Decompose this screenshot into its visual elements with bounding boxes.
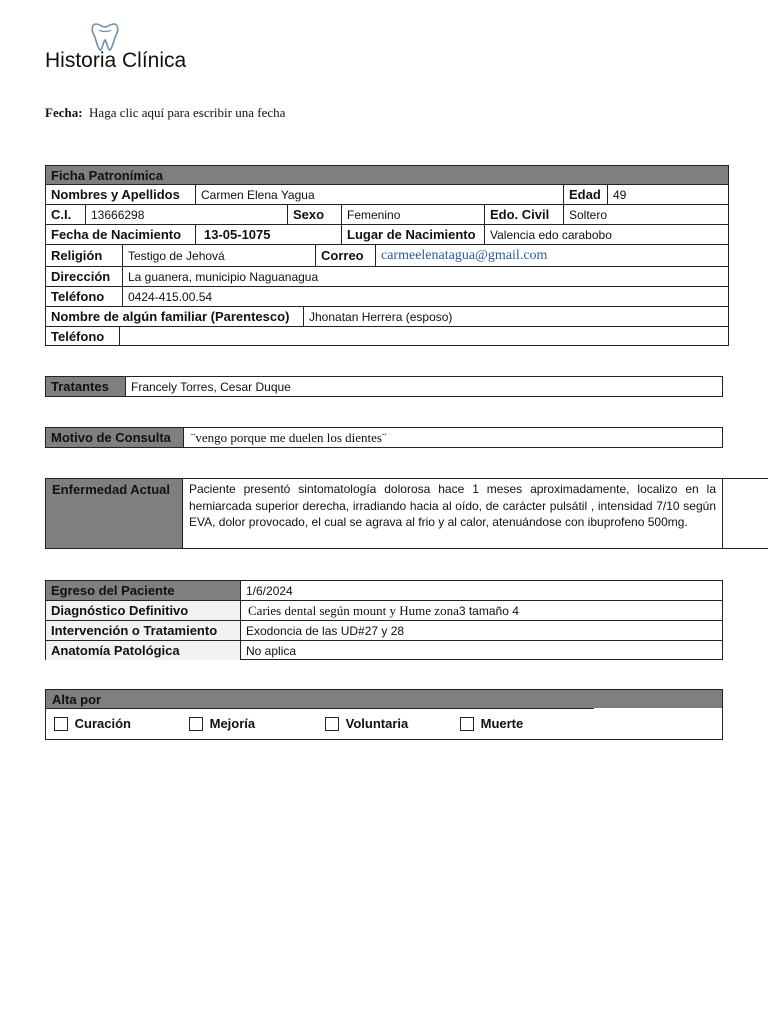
tratantes-label: Tratantes [46,377,126,396]
motivo-table [45,427,723,448]
telefono-field[interactable]: 0424-415.00.54 [128,289,213,304]
intervencion-label: Intervención o Tratamiento [46,621,241,640]
familiar-field[interactable]: Jhonatan Herrera (esposo) [309,309,453,324]
nombres-field[interactable]: Carmen Elena Yagua [196,185,564,204]
muerte-label: Muerte [480,716,524,732]
muerte-checkbox[interactable] [460,717,474,731]
familiar-label: Nombre de algún familiar (Parentesco) [46,307,304,326]
alta-option-mejoria[interactable] [189,715,255,731]
alta-option-muerte[interactable] [460,715,523,731]
diagnostico-label: Diagnóstico Definitivo [46,601,241,620]
fecha-field[interactable]: Haga clic aquí para escribir una fecha [89,105,286,120]
diagnostico-field[interactable] [241,601,722,620]
alta-table [45,689,723,740]
egreso-field[interactable]: 1/6/2024 [246,583,293,598]
sexo-label: Sexo [288,205,342,224]
edad-field[interactable]: 49 [613,187,627,202]
correo-field[interactable]: carmeelenatagua@gmail.com [381,247,548,263]
enfermedad-field[interactable]: Paciente presentó sintomatología dolorosa hace 1 meses aproximadamente, localizo en la hemiarcada superior derecha, irradiando hacia al oído, de carácter pulsátil , intensidad 7/10 según EVA, dolor provocado, el cual se agrava al frio y al calor, atenuándose con ibuprofeno 500mg. [183,479,723,548]
nacimiento-label: Fecha de Nacimiento [46,225,196,244]
page-title: Historia Clínica [45,49,187,72]
motivo-field[interactable]: ¨vengo porque me duelen los dientes¨ [191,429,387,445]
curacion-label: Curación [74,716,131,732]
egreso-label: Egreso del Paciente [46,581,241,600]
alta-option-curacion[interactable] [54,715,131,731]
alta-title: Alta por [46,690,722,709]
direccion-label: Dirección [46,267,123,286]
curacion-checkbox[interactable] [54,717,68,731]
egreso-table [45,580,723,660]
diagnostico-text-b: 3 tamaño 4 [458,603,519,618]
alta-option-voluntaria[interactable] [325,715,408,731]
fecha-row [45,105,285,121]
civil-label: Edo. Civil [485,205,564,224]
civil-field[interactable]: Soltero [569,207,608,222]
enfermedad-label: Enfermedad Actual [46,479,183,548]
telefono-label: Teléfono [46,287,123,306]
ficha-patronimica-table [45,165,729,346]
anatomia-label: Anatomía Patológica [46,641,241,660]
fecha-label: Fecha: [45,105,83,120]
mejoria-checkbox[interactable] [189,717,203,731]
sexo-field[interactable]: Femenino [342,205,485,224]
ci-field[interactable]: 13666298 [86,205,288,224]
lugar-label: Lugar de Nacimiento [342,225,485,244]
religion-field[interactable]: Testigo de Jehová [123,245,316,266]
mejoria-label: Mejoría [209,716,256,732]
lugar-field[interactable]: Valencia edo carabobo [490,227,612,242]
anatomia-field[interactable]: No aplica [246,643,297,658]
nacimiento-field[interactable]: 13-05-1075 [196,225,342,244]
nombres-label: Nombres y Apellidos [46,185,196,204]
voluntaria-label: Voluntaria [345,716,409,732]
direccion-field[interactable]: La guanera, municipio Naguanagua [128,269,319,284]
diagnostico-text-a: Caries dental según mount y Hume zona [248,602,459,618]
voluntaria-checkbox[interactable] [325,717,339,731]
ficha-title: Ficha Patronímica [51,167,163,183]
telefono2-field[interactable] [120,327,728,346]
telefono2-label: Teléfono [46,327,120,346]
ci-label: C.I. [46,205,86,224]
edad-label: Edad [564,185,608,204]
enfermedad-table [45,478,768,549]
motivo-label: Motivo de Consulta [46,428,184,447]
intervencion-field[interactable]: Exodoncia de las UD#27 y 28 [246,623,405,638]
tratantes-field[interactable]: Francely Torres, Cesar Duque [131,379,291,394]
correo-label: Correo [316,245,376,266]
tratantes-table [45,376,723,397]
religion-label: Religión [46,245,123,266]
